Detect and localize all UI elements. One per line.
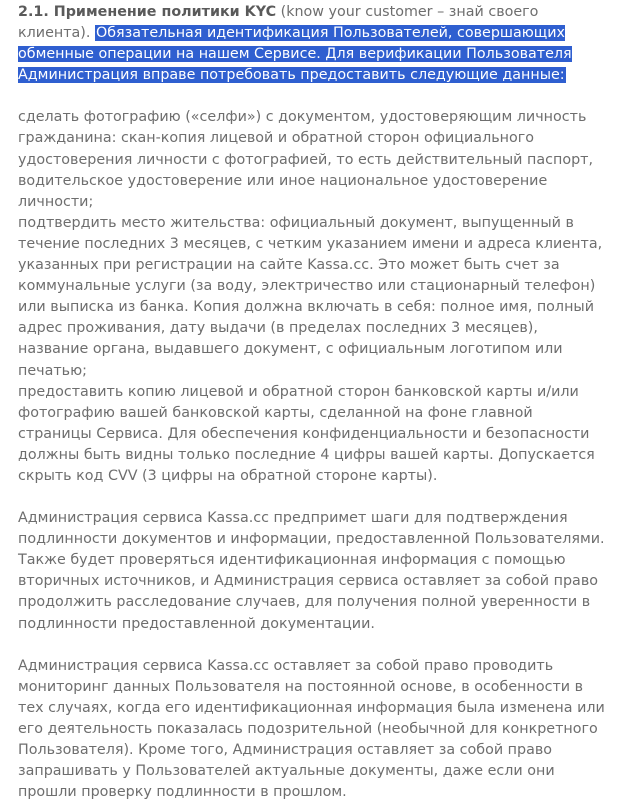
document-page bbox=[0, 2, 623, 803]
section-title-suffix: (know your customer – знай своего клиента). bbox=[18, 4, 539, 42]
list-item: предоставить копию лицевой и обратной сторон банковской карты и/или фотографию вашей банковской карты, сделанной на фоне главной страницы Сервиса. Для обеспечения конфиденциальности и безопасности должны быть видны только последние 4 цифры вашей карты. Допускается скрыть код CVV (3 цифры на обратной стороне карты). bbox=[18, 383, 595, 484]
requirements-list bbox=[18, 107, 609, 487]
paragraph-verification: Администрация сервиса Kassa.cc предпримет шаги для подтверждения подлинности документов и информации, предоставленной Пользователями. Также будет проверяться идентификационная информация с помощью вторичных источников, и Администрация сервиса оставляет за собой право продолжить расследование случаев, для получения полной уверенности в подлинности предоставленной документации. bbox=[18, 510, 605, 632]
section-heading-paragraph bbox=[18, 2, 609, 86]
selected-text[interactable]: Обязательная идентификация Пользователей, совершающих обменные операции на нашем Сервисе. Для верификации Пользователя Администрация вправе потребовать предоставить следующие данные: bbox=[18, 25, 572, 84]
list-item: подтвердить место жительства: официальный документ, выпущенный в течение последних 3 месяцев, с четким указанием имени и адреса клиента, указанных при регистрации на сайте Kassa.cc. Это может быть счет за коммунальные услуги (за воду, электричество или стационарный телефон) или выписка из банка. Копия должна включать в себя: полное имя, полный адрес проживания, дату выдачи (в пределах последних 3 месяцев), название органа, выдавшего документ, с официальным логотипом или печатью; bbox=[18, 214, 603, 379]
section-title: 2.1. Применение политики KYC bbox=[18, 4, 277, 20]
paragraph-monitoring: Администрация сервиса Kassa.cc оставляет за собой право проводить мониторинг данных Пользователя на постоянной основе, в особенности в тех случаях, когда его идентификационная информация была изменена или его деятельность показалась подозрительной (необычной для конкретного Пользователя). Кроме того, Администрация оставляет за собой право запрашивать у Пользователей актуальные документы, даже если они прошли проверку подлинности в прошлом. bbox=[18, 657, 605, 801]
list-item: сделать фотографию («селфи») с документом, удостоверяющим личность гражданина: скан-копия лицевой и обратной сторон официального удостоверения личности с фотографией, то есть действительный паспорт, водительское удостоверение или иное национальное удостоверение личности; bbox=[18, 109, 594, 210]
